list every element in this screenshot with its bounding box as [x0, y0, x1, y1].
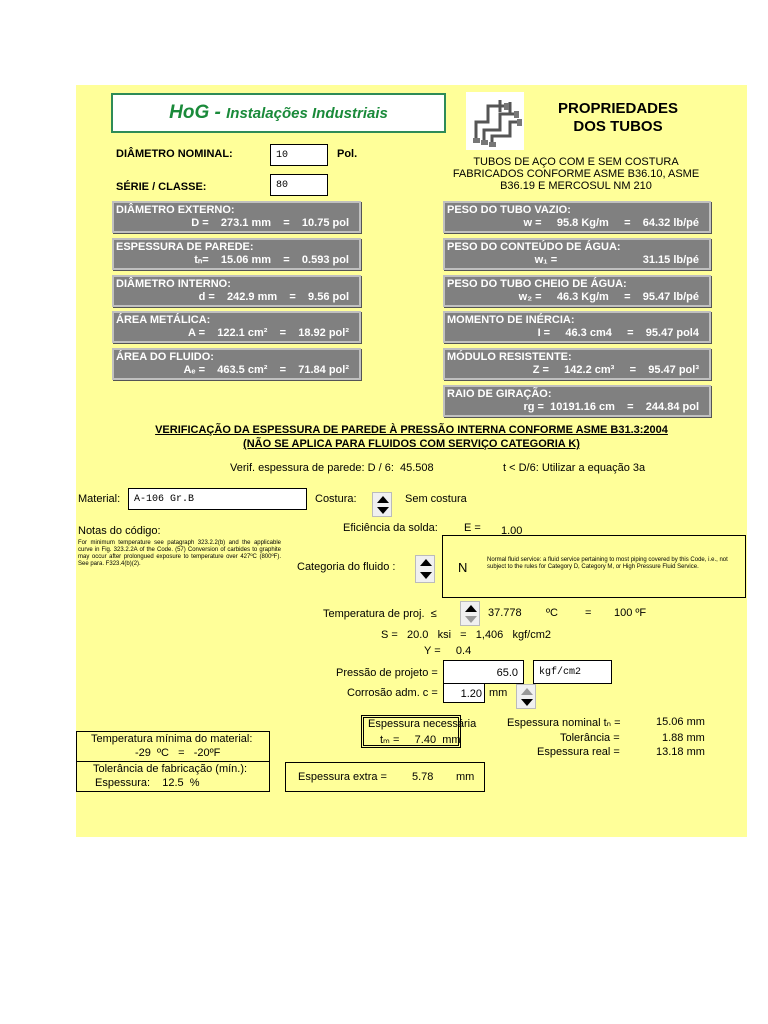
nominal-thickness-value: 15.06 mm: [656, 716, 705, 728]
prop-title: ÁREA METÁLICA:: [116, 314, 211, 326]
prop-value: A = 122.1 cm² = 18.92 pol²: [188, 327, 349, 339]
verif-thickness-text: Verif. espessura de parede: D / 6: 45.508: [230, 462, 434, 474]
spinner-up-icon[interactable]: [465, 605, 477, 612]
fluid-spinner[interactable]: [415, 555, 435, 583]
tolerance-value: 1.88 mm: [662, 732, 705, 744]
spinner-up-icon[interactable]: [521, 688, 533, 695]
page-subtitle: TUBOS DE AÇO COM E SEM COSTURA FABRICADOS CONFORME ASME B36.10, ASME B36.19 E MERCOSUL NM 210: [452, 156, 700, 192]
costura-spinner[interactable]: [372, 492, 392, 517]
prop-title: RAIO DE GIRAÇÃO:: [447, 388, 552, 400]
prop-box-peso-agua: [443, 238, 711, 270]
min-temp-value: -29 ºC = -20ºF: [135, 747, 221, 759]
spinner-down-icon[interactable]: [465, 616, 477, 623]
title-line-1: PROPRIEDADES: [557, 100, 679, 117]
pipe-fittings-icon: [466, 92, 524, 150]
verif-result-text: t < D/6: Utilizar a equação 3a: [503, 462, 646, 474]
pressure-label: Pressão de projeto =: [336, 667, 438, 679]
required-thickness-title: Espessura necessária: [368, 718, 477, 730]
prop-title: ÁREA DO FLUIDO:: [116, 351, 214, 363]
costura-label: Costura:: [315, 493, 357, 505]
prop-value: w₁ = 31.15 lb/pé: [534, 254, 699, 266]
fab-tolerance-title: Tolerância de fabricação (mín.):: [93, 763, 248, 775]
pipe-fittings-image: [466, 92, 524, 150]
weld-label: Eficiência da solda:: [343, 522, 438, 534]
notes-text: For minimum temperature see patagraph 323.2.2(b) and the applicable curve in Fig. 323.2.2A of the Code. (57) Conversion of carbides to graphite may occur after prolongued exposure to temperature over 427ºC (800ºF). See para. F323.4(b)(2).: [78, 540, 281, 567]
logo-separator: -: [209, 102, 227, 123]
prop-value: d = 242.9 mm = 9.56 pol: [198, 291, 349, 303]
min-temp-title: Temperatura mínima do material:: [91, 733, 253, 745]
real-thickness-label: Espessura real =: [537, 746, 620, 758]
prop-box-area-fluido: [112, 348, 361, 380]
verification-subheading: (NÃO SE APLICA PARA FLUIDOS COM SERVIÇO CATEGORIA K): [243, 438, 580, 450]
title-line-2: DOS TUBOS: [573, 118, 663, 135]
diam-unit-label: Pol.: [337, 148, 358, 160]
min-temp-box: [76, 731, 270, 762]
prop-value: I = 46.3 cm4 = 95.47 pol4: [537, 327, 699, 339]
company-logo: [111, 93, 446, 133]
stress-line: S = 20.0 ksi = 1,406 kgf/cm2: [381, 629, 551, 641]
real-thickness-value: 13.18 mm: [656, 746, 705, 758]
temp-celsius: 37.778: [488, 607, 522, 619]
prop-box-diam-interno: [112, 275, 361, 307]
prop-box-momento-inercia: [443, 311, 711, 343]
spinner-down-icon[interactable]: [521, 699, 533, 706]
prop-title: PESO DO TUBO CHEIO DE ÁGUA:: [447, 278, 627, 290]
nominal-thickness-label: Espessura nominal tₙ =: [507, 717, 621, 729]
prop-title: DIÂMETRO INTERNO:: [116, 278, 231, 290]
temp-eq: =: [585, 607, 592, 619]
prop-box-espessura: [112, 238, 361, 270]
fluid-description: Normal fluid service: a fluid service pertaining to most piping covered by this Code, i.e., not subject to the rules for Category D, Category M, or High Pressure Fluid Service.: [487, 557, 728, 570]
diam-nominal-label: DIÂMETRO NOMINAL:: [116, 148, 233, 160]
prop-value: tₙ= 15.06 mm = 0.593 pol: [194, 254, 349, 266]
weld-symbol: E =: [464, 522, 481, 534]
prop-title: ESPESSURA DE PAREDE:: [116, 241, 254, 253]
spinner-down-icon[interactable]: [420, 572, 432, 579]
fluid-category-value: N: [458, 560, 468, 575]
prop-value: w₂ = 46.3 Kg/m = 95.47 lb/pé: [518, 291, 699, 303]
fluid-label: Categoria do fluido :: [297, 561, 396, 573]
prop-title: MOMENTO DE INÉRCIA:: [447, 314, 575, 326]
spinner-down-icon[interactable]: [377, 507, 389, 514]
prop-box-peso-vazio: [443, 201, 711, 233]
prop-value: Z = 142.2 cm³ = 95.47 pol³: [532, 364, 699, 376]
prop-title: PESO DO TUBO VAZIO:: [447, 204, 571, 216]
corrosion-input[interactable]: 1.20: [443, 683, 485, 703]
corrosion-spinner[interactable]: [516, 684, 536, 709]
prop-box-raio-giracao: [443, 385, 711, 417]
serie-label: SÉRIE / CLASSE:: [116, 181, 207, 193]
extra-thickness-unit: mm: [456, 771, 475, 783]
extra-thickness-label: Espessura extra =: [298, 771, 387, 783]
notes-title: Notas do código:: [78, 525, 161, 537]
verification-heading: VERIFICAÇÃO DA ESPESSURA DE PAREDE À PRESSÃO INTERNA CONFORME ASME B31.3:2004: [155, 424, 668, 436]
pressure-input[interactable]: 65.0: [443, 660, 524, 684]
extra-thickness-value: 5.78: [412, 771, 434, 783]
logo-brand: HoG: [169, 102, 210, 123]
prop-value: rg = 10191.16 cm = 244.84 pol: [523, 401, 699, 413]
prop-title: DIÂMETRO EXTERNO:: [116, 204, 235, 216]
prop-value: w = 95.8 Kg/m = 64.32 lb/pé: [523, 217, 699, 229]
spinner-up-icon[interactable]: [420, 559, 432, 566]
temp-label: Temperatura de proj. ≤: [323, 608, 437, 620]
pressure-unit-field[interactable]: kgf/cm2: [533, 660, 612, 684]
corrosion-label: Corrosão adm. c =: [347, 687, 438, 699]
material-input[interactable]: A-106 Gr.B: [128, 488, 307, 510]
logo-text: Instalações Industriais: [226, 105, 388, 122]
tolerance-label: Tolerância =: [560, 732, 620, 744]
prop-box-peso-cheio: [443, 275, 711, 307]
costura-value: Sem costura: [405, 493, 467, 505]
prop-value: Aₑ = 463.5 cm² = 71.84 pol²: [183, 364, 349, 376]
temp-fahrenheit: 100 ºF: [614, 607, 647, 619]
diam-nominal-input[interactable]: 10: [270, 144, 328, 166]
corrosion-unit: mm: [489, 687, 508, 699]
serie-input[interactable]: 80: [270, 174, 328, 196]
material-label: Material:: [78, 493, 121, 505]
prop-title: PESO DO CONTEÚDO DE ÁGUA:: [447, 241, 621, 253]
prop-box-area-metalica: [112, 311, 361, 343]
page-title: [520, 100, 716, 136]
weld-value: 1.00: [501, 525, 523, 537]
prop-box-diam-externo: [112, 201, 361, 233]
fab-tolerance-box: [76, 761, 270, 792]
spinner-up-icon[interactable]: [377, 496, 389, 503]
prop-value: D = 273.1 mm = 10.75 pol: [191, 217, 349, 229]
fab-tolerance-value: Espessura: 12.5 %: [95, 777, 200, 789]
extra-thickness-box: [285, 762, 485, 792]
y-line: Y = 0.4: [424, 645, 472, 657]
required-thickness-value: tₘ = 7.40 mm: [380, 734, 461, 746]
prop-box-modulo-resistente: [443, 348, 711, 380]
prop-title: MÓDULO RESISTENTE:: [447, 351, 572, 363]
temp-spinner[interactable]: [460, 601, 480, 626]
required-thickness-box: [361, 715, 477, 748]
temp-c-unit: ºC: [546, 607, 558, 619]
